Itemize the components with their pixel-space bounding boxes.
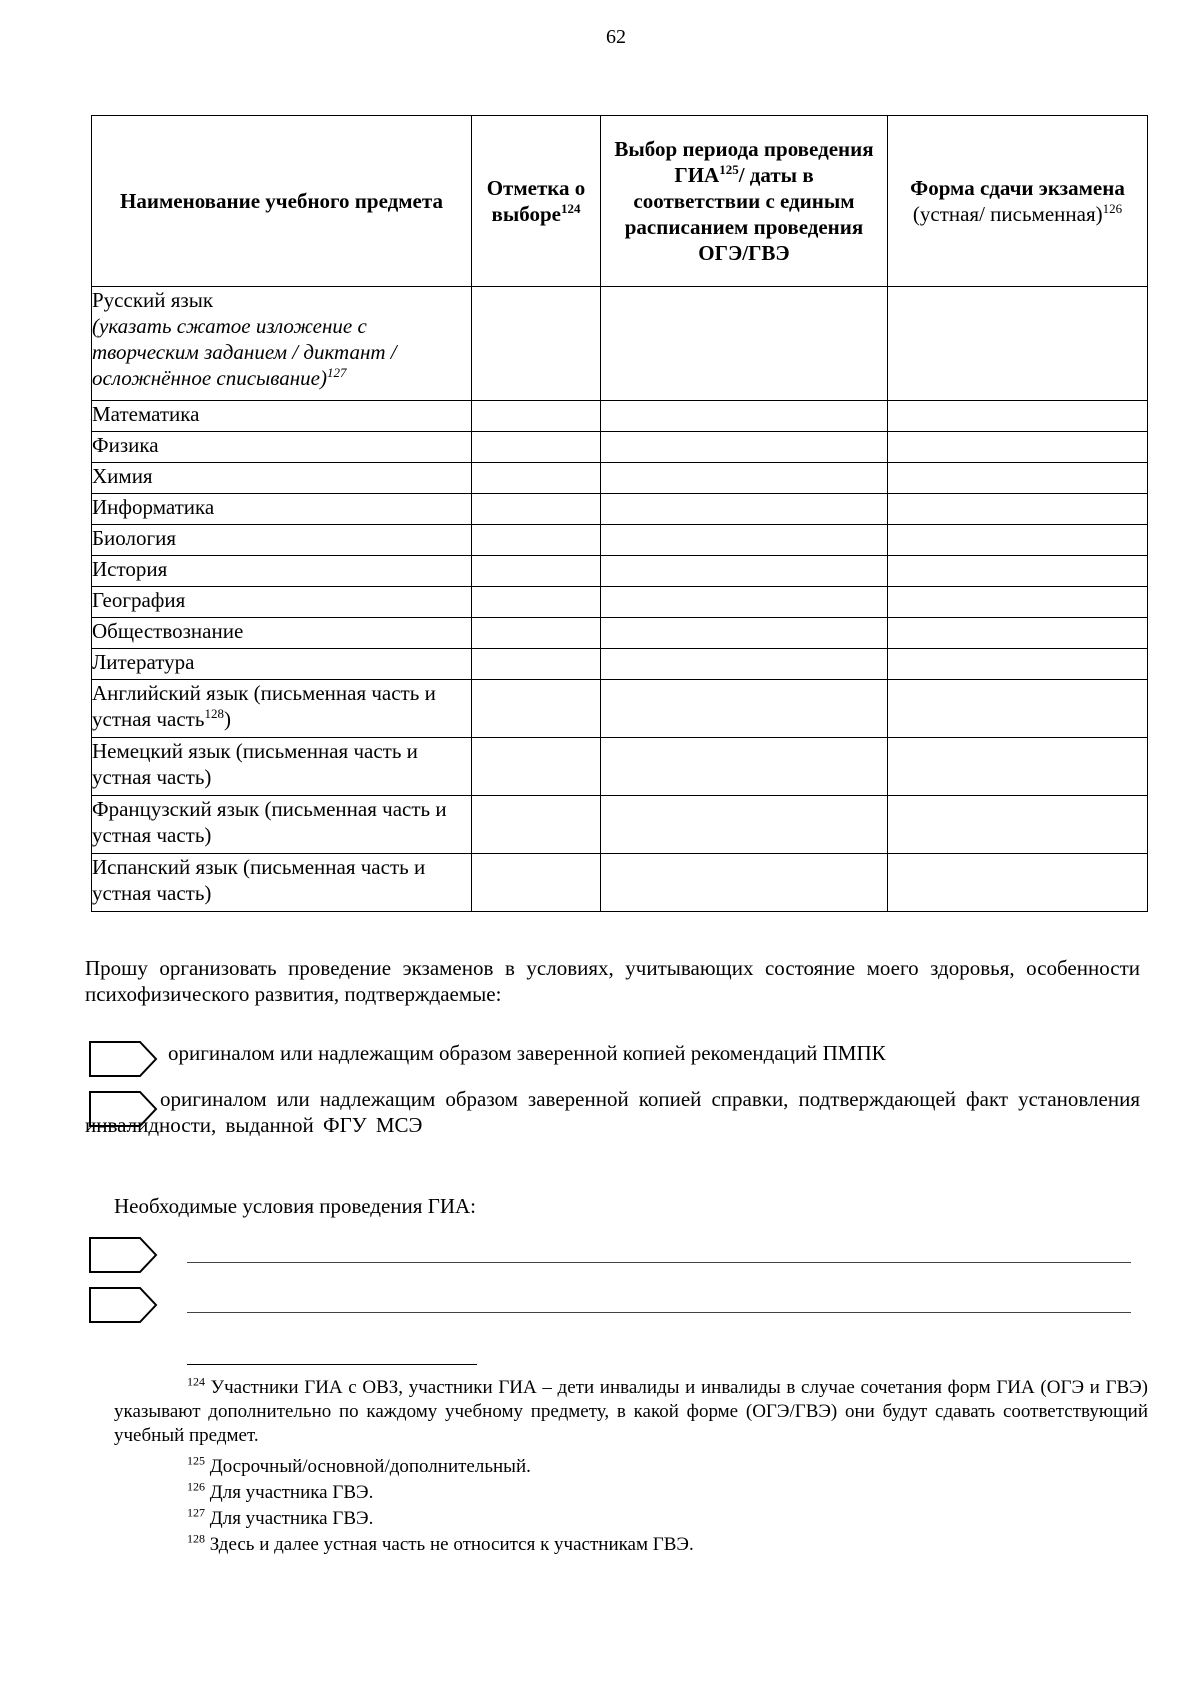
- mark-cell[interactable]: [472, 494, 601, 525]
- footnote-ref: 124: [560, 201, 581, 216]
- subject-name: Математика: [92, 402, 200, 426]
- option-mse-label: оригиналом или надлежащим образом заверенной копией справки, подтверждающей факт установления инвалидности, выданной ФГУ МСЭ: [85, 1087, 1140, 1137]
- subject-name: Немецкий язык (письменная часть и устная часть): [92, 739, 418, 789]
- subject-name-cell: [92, 401, 472, 432]
- subject-name: История: [92, 557, 168, 581]
- subject-note: (указать сжатое изложение с творческим заданием / диктант / осложнённое списывание): [92, 314, 397, 390]
- conditions-label: Необходимые условия проведения ГИА:: [114, 1194, 476, 1218]
- subject-name-cell: [92, 680, 472, 738]
- header-mark: [472, 116, 601, 287]
- form-cell[interactable]: [888, 680, 1148, 738]
- header-mark-text: Отметка о выборе: [486, 176, 586, 226]
- footnote: [114, 1533, 1148, 1557]
- footnote-number: 127: [187, 1505, 205, 1520]
- footnote: [114, 1455, 1148, 1479]
- period-cell[interactable]: [601, 463, 888, 494]
- footnote: [114, 1481, 1148, 1505]
- footnote-text: Участники ГИА с ОВЗ, участники ГИА – дети инвалиды и инвалиды в случае сочетания форм ГИА (ОГЭ и ГВЭ) указывают дополнительно по каждому учебному предмету, в какой форме (ОГЭ/ГВЭ) они будут сдавать соответствующий учебный предмет.: [114, 1377, 1148, 1446]
- period-cell[interactable]: [601, 432, 888, 463]
- request-paragraph: Прошу организовать проведение экзаменов в условиях, учитывающих состояние моего здоровья, особенности психофизического развития, подтверждаемые:: [85, 956, 1140, 1006]
- table-row: [92, 525, 1148, 556]
- header-subject-text: Наименование учебного предмета: [120, 189, 443, 213]
- subject-name-cell: [92, 494, 472, 525]
- footnote-number: 124: [187, 1374, 205, 1389]
- footnote-text: Здесь и далее устная часть не относится к участникам ГВЭ.: [205, 1534, 694, 1555]
- form-cell[interactable]: [888, 587, 1148, 618]
- form-cell[interactable]: [888, 738, 1148, 796]
- form-cell[interactable]: [888, 649, 1148, 680]
- subject-name: Литература: [92, 650, 195, 674]
- period-cell[interactable]: [601, 525, 888, 556]
- form-cell[interactable]: [888, 556, 1148, 587]
- period-cell[interactable]: [601, 854, 888, 912]
- subject-name-cell: [92, 649, 472, 680]
- mark-cell[interactable]: [472, 649, 601, 680]
- header-form: [888, 116, 1148, 287]
- subject-name-cell: [92, 796, 472, 854]
- mark-cell[interactable]: [472, 587, 601, 618]
- subject-name: Информатика: [92, 495, 215, 519]
- mark-cell[interactable]: [472, 287, 601, 401]
- footnote-ref: 127: [326, 365, 347, 380]
- mark-cell[interactable]: [472, 854, 601, 912]
- footnote-separator: [187, 1364, 477, 1365]
- mark-cell[interactable]: [472, 796, 601, 854]
- form-cell[interactable]: [888, 463, 1148, 494]
- form-cell[interactable]: [888, 854, 1148, 912]
- mark-cell[interactable]: [472, 556, 601, 587]
- subject-name: География: [92, 588, 186, 612]
- header-subject: [92, 116, 472, 287]
- checkbox-condition-2[interactable]: [88, 1286, 158, 1324]
- mark-cell[interactable]: [472, 463, 601, 494]
- checkbox-pmpk[interactable]: [88, 1040, 158, 1078]
- header-period-text-b: / даты в соответствии с единым расписанием проведения ОГЭ/ГВЭ: [624, 163, 864, 265]
- table-row: [92, 796, 1148, 854]
- subject-name: Английский язык (письменная часть и устная часть: [92, 681, 436, 731]
- header-form-bold: Форма сдачи экзамена: [910, 176, 1125, 200]
- subject-name: Обществознание: [92, 619, 244, 643]
- mark-cell[interactable]: [472, 401, 601, 432]
- footnote-number: 125: [187, 1453, 205, 1468]
- subject-selection-table: [91, 115, 1148, 912]
- form-cell[interactable]: [888, 432, 1148, 463]
- form-cell[interactable]: [888, 618, 1148, 649]
- table-row: [92, 738, 1148, 796]
- footnote-ref: 128: [204, 706, 224, 721]
- table-row: [92, 556, 1148, 587]
- period-cell[interactable]: [601, 556, 888, 587]
- form-cell[interactable]: [888, 796, 1148, 854]
- subject-name-cell: [92, 854, 472, 912]
- subject-name-cell: [92, 618, 472, 649]
- subject-name: Биология: [92, 526, 177, 550]
- period-cell[interactable]: [601, 401, 888, 432]
- mark-cell[interactable]: [472, 432, 601, 463]
- period-cell[interactable]: [601, 649, 888, 680]
- footnote-ref: 125: [719, 162, 739, 177]
- form-cell[interactable]: [888, 494, 1148, 525]
- period-cell[interactable]: [601, 680, 888, 738]
- subject-name-cell: [92, 525, 472, 556]
- subject-name: Французский язык (письменная часть и устная часть): [92, 797, 447, 847]
- subject-name-cell: [92, 587, 472, 618]
- footnote-ref: 126: [1102, 201, 1123, 216]
- table-row: [92, 401, 1148, 432]
- footnote-number: 126: [187, 1479, 205, 1494]
- table-row: [92, 432, 1148, 463]
- table-row: [92, 680, 1148, 738]
- condition-2-input-line[interactable]: [187, 1312, 1131, 1313]
- footnote-text: Для участника ГВЭ.: [205, 1482, 374, 1503]
- header-form-normal: (устная/ письменная): [912, 202, 1103, 226]
- period-cell[interactable]: [601, 494, 888, 525]
- form-cell[interactable]: [888, 525, 1148, 556]
- header-period: [601, 116, 888, 287]
- table-row: [92, 494, 1148, 525]
- mark-cell[interactable]: [472, 618, 601, 649]
- form-cell[interactable]: [888, 401, 1148, 432]
- form-cell[interactable]: [888, 287, 1148, 401]
- checkbox-condition-1[interactable]: [88, 1236, 158, 1274]
- period-cell[interactable]: [601, 796, 888, 854]
- subject-name: Физика: [92, 433, 159, 457]
- table-row: [92, 463, 1148, 494]
- period-cell[interactable]: [601, 738, 888, 796]
- subject-name: Испанский язык (письменная часть и устная часть): [92, 855, 426, 905]
- footnote-text: Досрочный/основной/дополнительный.: [205, 1456, 531, 1477]
- subject-name-cell: [92, 556, 472, 587]
- mark-cell[interactable]: [472, 738, 601, 796]
- footnote: [114, 1376, 1148, 1448]
- subject-name-cell: [92, 287, 472, 401]
- footnote-text: Для участника ГВЭ.: [205, 1508, 374, 1529]
- footnote-number: 128: [187, 1531, 205, 1546]
- period-cell[interactable]: [601, 287, 888, 401]
- condition-1-input-line[interactable]: [187, 1262, 1131, 1263]
- page-number: 62: [606, 26, 626, 48]
- option-pmpk-label: оригиналом или надлежащим образом заверенной копией рекомендаций ПМПК: [168, 1041, 886, 1065]
- period-cell[interactable]: [601, 618, 888, 649]
- subject-name-suffix: ): [223, 707, 231, 731]
- subject-name-cell: [92, 738, 472, 796]
- mark-cell[interactable]: [472, 525, 601, 556]
- mark-cell[interactable]: [472, 680, 601, 738]
- table-row: [92, 587, 1148, 618]
- table-row: [92, 287, 1148, 401]
- table-row: [92, 854, 1148, 912]
- table-header-row: [92, 116, 1148, 287]
- footnote: [114, 1507, 1148, 1531]
- subject-name-cell: [92, 463, 472, 494]
- header-period-text-a: Выбор периода проведения ГИА: [614, 137, 874, 187]
- subject-name: Русский язык: [92, 288, 214, 312]
- subject-name: Химия: [92, 464, 153, 488]
- subject-name-cell: [92, 432, 472, 463]
- period-cell[interactable]: [601, 587, 888, 618]
- table-row: [92, 618, 1148, 649]
- table-row: [92, 649, 1148, 680]
